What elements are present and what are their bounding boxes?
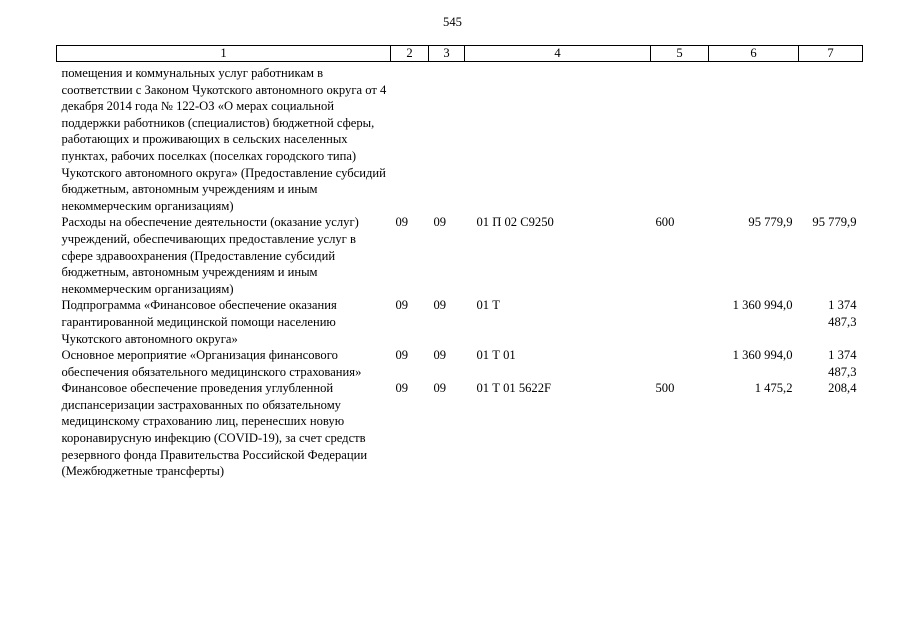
row-expense-type [651,297,709,347]
row-target-article: 01 П 02 С9250 [476,215,554,230]
row-expense-type [651,62,709,215]
column-number-header [57,46,863,62]
column-header-1: 1 [57,46,391,62]
row-target-article: 01 Т [476,298,500,313]
page-number: 545 [443,15,462,29]
row-name: Основное мероприятие «Организация финансового обеспечения обязательного медицинского страхования» [61,348,362,379]
table-row [57,347,863,380]
row-name: Финансовое обеспечение проведения углубленной диспансеризации застрахованных по обязательному медицинскому страхованию лиц, перенесших новую коронавирусную инфекцию (COVID-19), за счет средств резервного фонда Правительства Российской Федерации (Межбюджетные трансферты) [61,381,368,479]
row-target-article: 01 Т 01 [476,348,516,363]
column-header-2: 2 [391,46,429,62]
row-subsection [429,62,465,215]
row-amount-1 [709,62,799,215]
row-name: Расходы на обеспечение деятельности (оказание услуг) учреждений, обеспечивающих предоставление услуг в сфере здравоохранения (Предоставление субсидий бюджетным, автономным учреждениям и иным некоммерческим организациям) [61,215,359,296]
budget-table [56,45,863,480]
row-amount-2: 1 374 487,3 [828,298,857,329]
row-amount-2: 208,4 [828,381,857,396]
row-section: 09 [395,348,409,363]
row-target-article: 01 Т 01 5622F [476,381,552,396]
row-section: 09 [395,381,409,396]
row-section: 09 [395,298,409,313]
row-amount-1: 1 475,2 [754,381,793,396]
row-subsection: 09 [433,298,447,313]
row-amount-2 [799,62,863,215]
row-subsection: 09 [433,381,447,396]
table-row [57,297,863,347]
row-target-article [465,62,651,215]
column-header-3: 3 [429,46,465,62]
row-amount-1: 1 360 994,0 [732,348,793,363]
row-section: 09 [395,215,409,230]
column-header-5: 5 [651,46,709,62]
column-header-6: 6 [709,46,799,62]
row-amount-2: 95 779,9 [812,215,857,230]
row-amount-2: 1 374 487,3 [828,348,857,379]
table-row [57,380,863,480]
row-subsection: 09 [433,215,447,230]
row-subsection: 09 [433,348,447,363]
row-amount-1: 95 779,9 [748,215,793,230]
row-expense-type: 500 [655,381,675,396]
row-amount-1: 1 360 994,0 [732,298,793,313]
table-row [57,62,863,215]
row-expense-type: 600 [655,215,675,230]
column-header-7: 7 [799,46,863,62]
row-name: Подпрограмма «Финансовое обеспечение оказания гарантированной медицинской помощи населению Чукотского автономного округа» [61,298,337,346]
column-header-4: 4 [465,46,651,62]
row-expense-type [651,347,709,380]
table-row [57,214,863,297]
row-name: помещения и коммунальных услуг работникам в соответствии с Законом Чукотского автономного округа от 4 декабря 2014 года № 122-ОЗ «О мерах социальной поддержки работников (специалистов) бюджетной сферы, работающих и проживающих в сельских населенных пунктах, рабочих поселках (поселках городского типа) Чукотского автономного округа» (Предоставление субсидий бюджетным, автономным учреждениям и иным некоммерческим организациям) [61,66,387,213]
row-section [391,62,429,215]
